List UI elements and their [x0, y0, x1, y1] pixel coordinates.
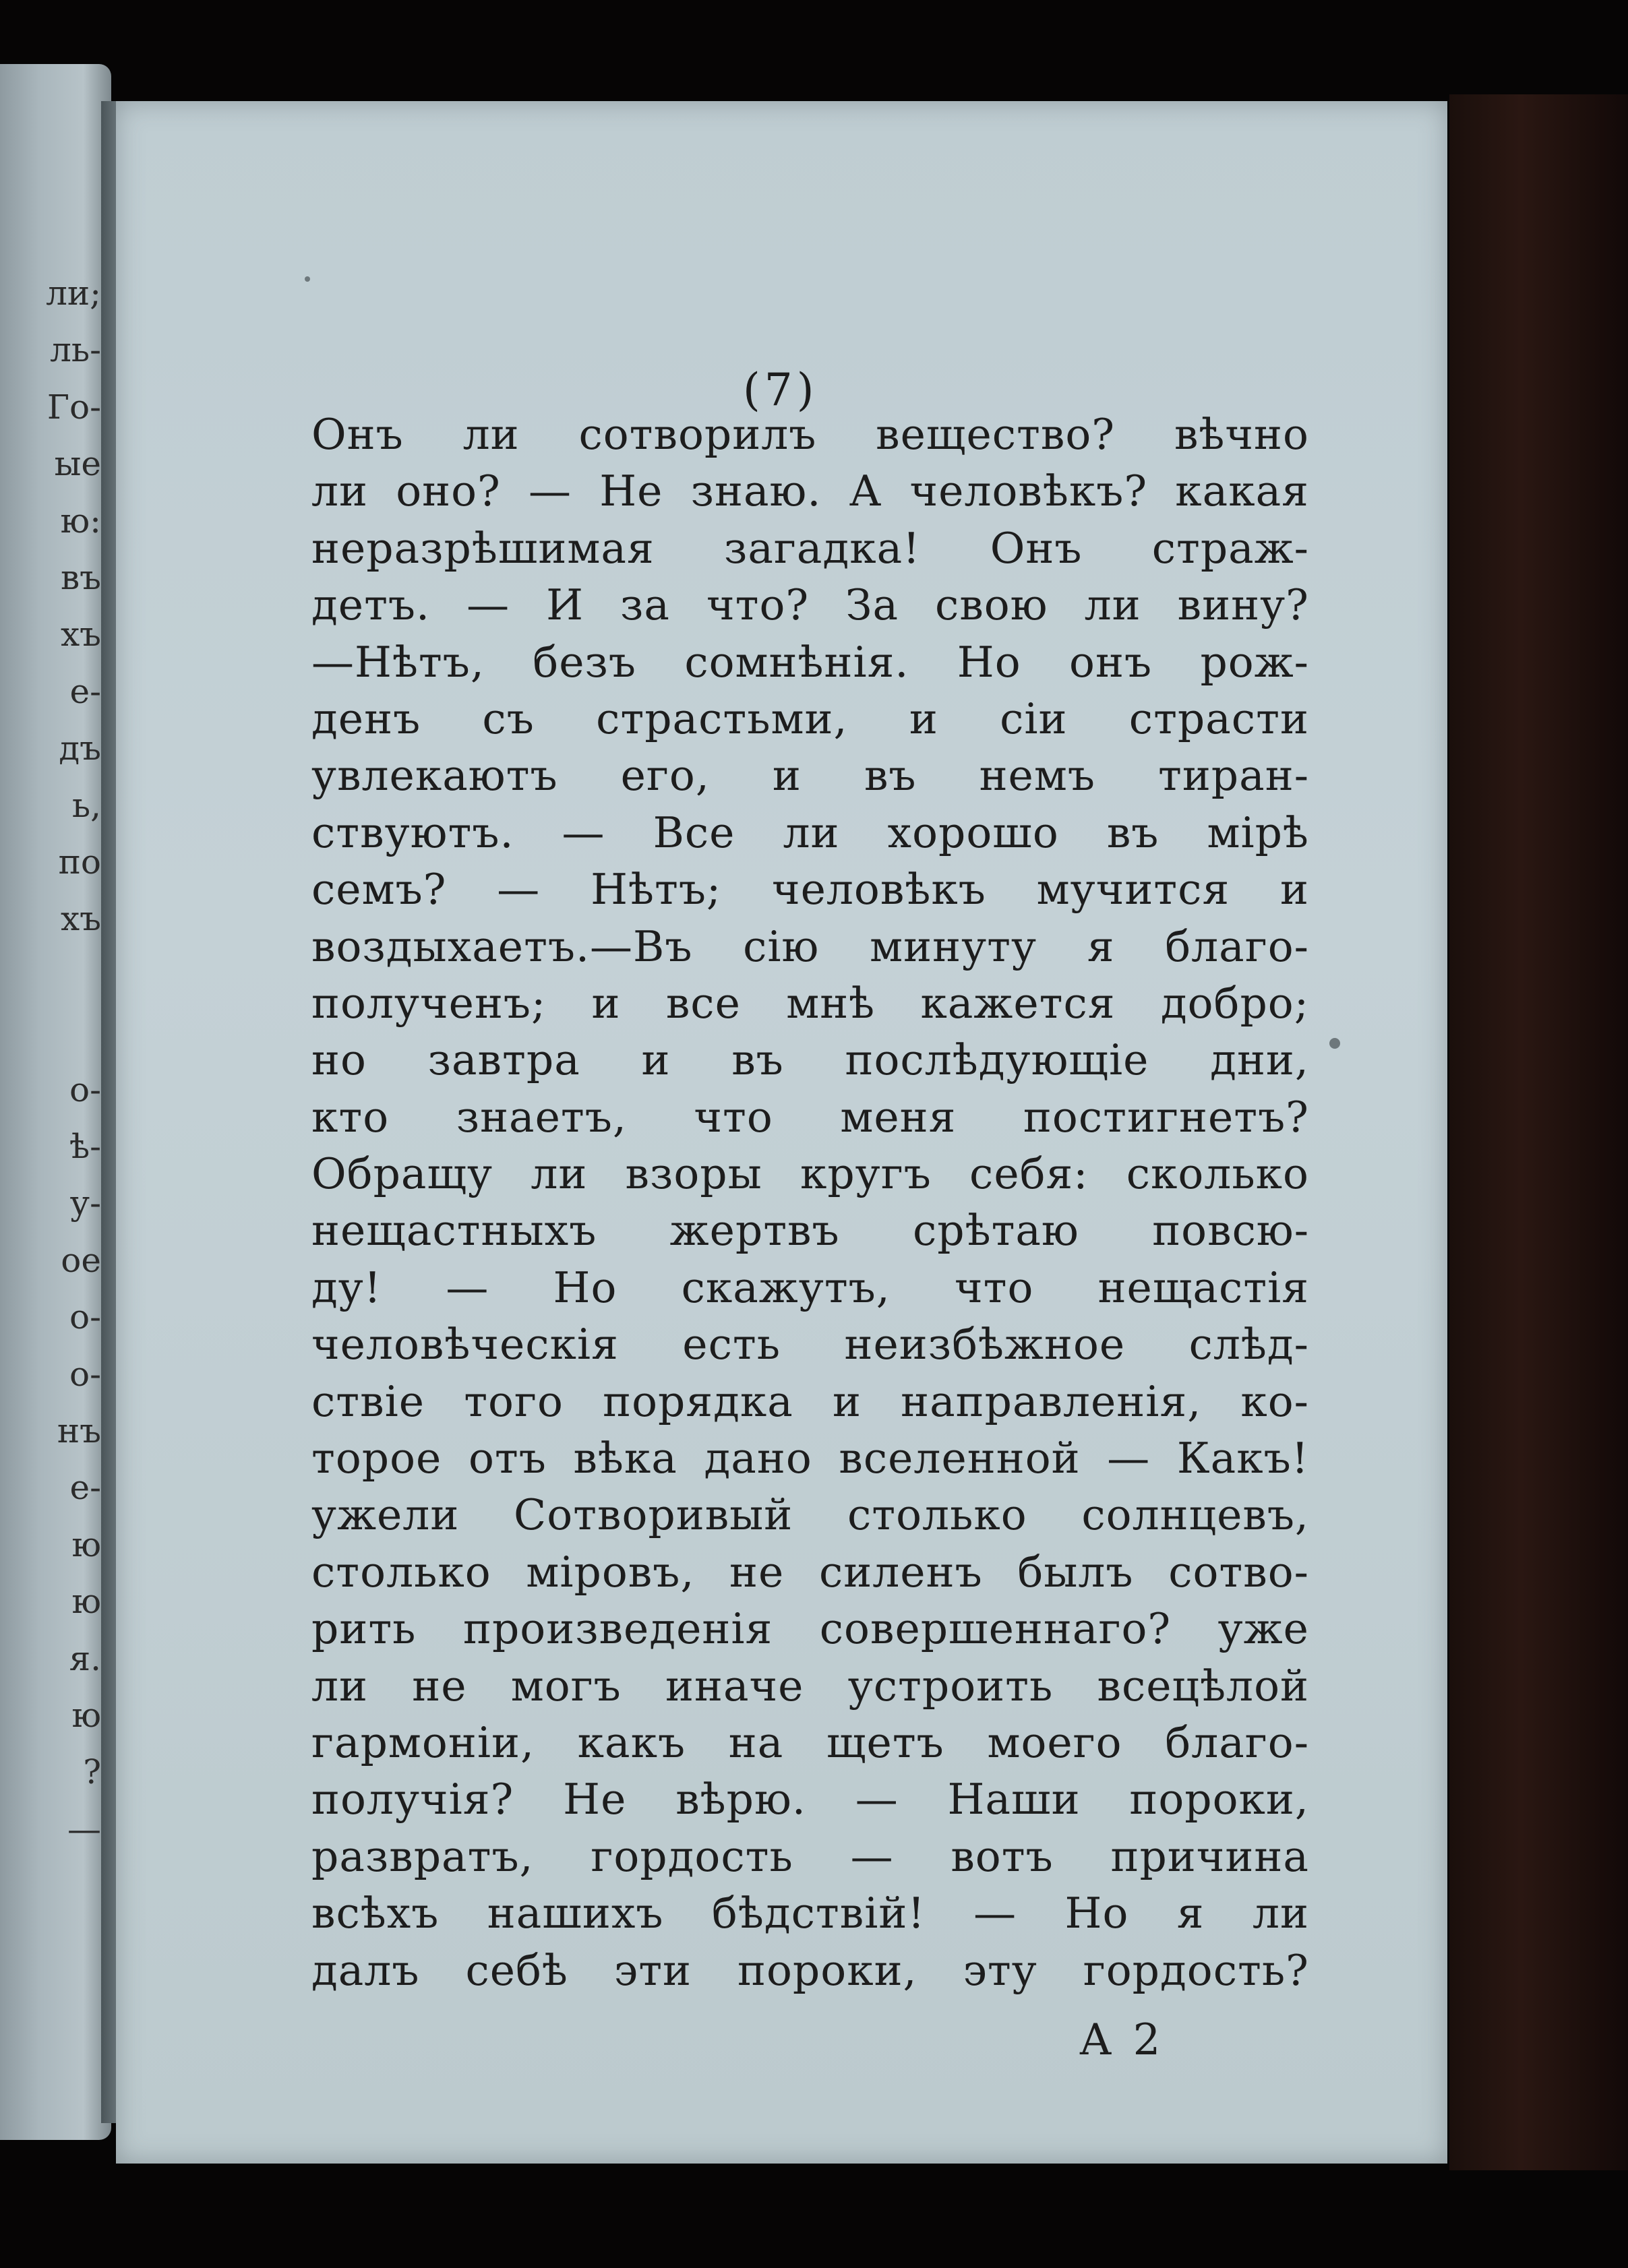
word: силенъ	[819, 1547, 983, 1597]
text-line	[311, 1718, 1309, 1775]
word: —	[973, 1889, 1017, 1938]
word: денъ	[311, 694, 421, 743]
word: себѣ	[465, 1945, 568, 1995]
text-line	[311, 694, 1309, 751]
word: все	[665, 978, 741, 1028]
word: кто	[311, 1092, 390, 1142]
word: нещастныхъ	[311, 1206, 597, 1256]
word: благо-	[1165, 921, 1309, 971]
signature-mark: A 2	[1080, 2015, 1165, 2065]
word: ду!	[311, 1262, 382, 1312]
word: знаю.	[690, 466, 822, 516]
word: и	[909, 694, 938, 743]
word: ко-	[1240, 1376, 1309, 1426]
word: сомнѣнія.	[684, 637, 909, 687]
facing-page-fragment: у-	[69, 1184, 101, 1223]
word: устроить	[847, 1661, 1054, 1711]
word: міровъ,	[526, 1547, 695, 1597]
word: —Нѣтъ,	[311, 637, 485, 687]
word: направленія,	[901, 1376, 1202, 1426]
word: причина	[1110, 1831, 1309, 1881]
word: —	[529, 466, 572, 516]
word: вѣрю.	[675, 1775, 806, 1825]
word: не	[412, 1661, 467, 1711]
word: бѣдствій!	[711, 1889, 926, 1938]
text-line	[311, 1775, 1309, 1831]
word: какая	[1175, 466, 1309, 516]
word: вѣчно	[1174, 410, 1309, 459]
text-line	[311, 1604, 1309, 1661]
word: страсти	[1128, 694, 1309, 743]
word: добро;	[1160, 978, 1309, 1028]
word: слѣд-	[1188, 1320, 1309, 1370]
word: столько	[847, 1490, 1027, 1540]
facing-page-fragment: ѣ-	[69, 1127, 101, 1166]
word: съ	[482, 694, 535, 743]
word: Онъ	[990, 523, 1083, 573]
word: моего	[987, 1717, 1122, 1767]
text-line	[311, 410, 1309, 466]
paper-speck	[1329, 1038, 1340, 1049]
word: кругъ	[800, 1149, 932, 1199]
facing-page-fragment: ое	[61, 1240, 101, 1280]
text-line	[311, 1547, 1309, 1604]
word: —	[446, 1262, 489, 1312]
word: ли	[311, 1661, 369, 1711]
word: эту	[963, 1945, 1037, 1995]
word: и	[832, 1376, 862, 1426]
text-line	[311, 1490, 1309, 1547]
word: что	[694, 1092, 773, 1142]
text-line	[311, 1206, 1309, 1262]
word: минуту	[870, 921, 1037, 971]
word: послѣдующіе	[845, 1035, 1149, 1085]
text-line	[311, 1093, 1309, 1149]
word: тиран-	[1157, 751, 1309, 801]
word: кажется	[920, 978, 1116, 1028]
word: себя:	[969, 1149, 1089, 1199]
word: какъ	[577, 1717, 686, 1767]
word: ли	[462, 410, 520, 459]
word: Нѣтъ;	[591, 865, 722, 915]
word: свою	[935, 580, 1048, 630]
text-line	[311, 1946, 1309, 2002]
word: столько	[311, 1547, 491, 1597]
word: Но	[553, 1262, 617, 1312]
word: дни,	[1210, 1035, 1309, 1085]
word: есть	[682, 1320, 781, 1370]
text-line	[311, 1377, 1309, 1434]
word: увлекаютъ	[311, 751, 558, 801]
word: торое	[311, 1434, 442, 1483]
word: мірѣ	[1207, 807, 1309, 857]
text-line	[311, 1149, 1309, 1206]
facing-page-fragment: ь,	[71, 785, 101, 825]
word: хорошо	[887, 807, 1059, 857]
facing-page-fragment: дъ	[59, 729, 101, 768]
facing-page-fragment: хъ	[60, 615, 101, 654]
word: порядка	[603, 1376, 793, 1426]
word: солнцевъ,	[1081, 1490, 1309, 1540]
facing-page-fragment: ю	[71, 1525, 101, 1564]
word: —	[1107, 1434, 1151, 1483]
word: детъ.	[311, 580, 431, 630]
word: рож-	[1200, 637, 1309, 687]
word: страстьми,	[596, 694, 848, 743]
word: въ	[1106, 807, 1159, 857]
word: Все	[653, 807, 735, 857]
word: Онъ	[311, 410, 404, 459]
word: Сотворивый	[514, 1490, 793, 1540]
word: Какъ!	[1176, 1434, 1309, 1483]
text-line	[311, 922, 1309, 979]
word: благо-	[1165, 1717, 1309, 1767]
text-line	[311, 979, 1309, 1035]
word: мнѣ	[786, 978, 876, 1028]
word: —	[855, 1775, 899, 1825]
word: Но	[1064, 1889, 1129, 1938]
word: ли	[1252, 1889, 1309, 1938]
word: былъ	[1017, 1547, 1134, 1597]
word: что?	[706, 580, 810, 630]
word: вещество?	[876, 410, 1116, 459]
word: немъ	[979, 751, 1095, 801]
facing-page-fragment: ль-	[50, 330, 101, 370]
word: А	[849, 466, 882, 516]
word: скажутъ,	[681, 1262, 891, 1312]
word: щетъ	[826, 1717, 944, 1767]
word: неизбѣжное	[844, 1320, 1126, 1370]
word: того	[464, 1376, 564, 1426]
facing-page-fragment: ые	[54, 444, 101, 484]
facing-page-fragment: ли;	[46, 274, 101, 313]
page-text	[311, 410, 1309, 2002]
text-line	[311, 1889, 1309, 1945]
word: срѣтаю	[912, 1206, 1079, 1256]
word: сотворилъ	[578, 410, 817, 459]
text-line	[311, 1661, 1309, 1718]
word: Но	[957, 637, 1021, 687]
text-line	[311, 466, 1309, 523]
text-line	[311, 1832, 1309, 1889]
word: человѣческія	[311, 1320, 619, 1370]
text-line	[311, 865, 1309, 921]
word: что	[954, 1262, 1034, 1312]
word: вину?	[1177, 580, 1309, 630]
word: взоры	[625, 1149, 762, 1199]
word: воздыхаетъ.—Въ	[311, 921, 693, 971]
word: загадка!	[723, 523, 921, 573]
word: уже	[1217, 1604, 1309, 1654]
word: и	[591, 978, 621, 1028]
facing-page-fragment: Го-	[47, 387, 101, 427]
facing-page-fragment: е-	[69, 1468, 101, 1508]
word: гармоніи,	[311, 1717, 535, 1767]
word: произведенія	[462, 1604, 773, 1654]
word: мучится	[1036, 865, 1230, 915]
word: гордость?	[1083, 1945, 1309, 1995]
word: вотъ	[951, 1831, 1054, 1881]
word: нещастія	[1097, 1262, 1309, 1312]
word: ствуютъ.	[311, 807, 514, 857]
text-line	[311, 580, 1309, 637]
word: ли	[783, 807, 840, 857]
word: вѣка	[573, 1434, 677, 1483]
word: рить	[311, 1604, 417, 1654]
facing-page-fragment: по	[58, 842, 101, 882]
word: Обращу	[311, 1149, 493, 1199]
word: совершеннаго?	[819, 1604, 1172, 1654]
word: —	[497, 865, 541, 915]
word: ли	[1084, 580, 1141, 630]
word: развратъ,	[311, 1831, 534, 1881]
word: ствіе	[311, 1376, 425, 1426]
word: не	[729, 1547, 785, 1597]
word: и	[1280, 865, 1309, 915]
facing-page-fragment: нъ	[57, 1411, 101, 1450]
paper-speck	[305, 276, 310, 282]
word: на	[728, 1717, 784, 1767]
word: всецѣлой	[1097, 1661, 1309, 1711]
word: Не	[563, 1775, 627, 1825]
word: —	[466, 580, 510, 630]
word: и	[641, 1035, 671, 1085]
word: и	[772, 751, 802, 801]
facing-page-fragment: ю:	[60, 501, 101, 541]
word: человѣкъ	[771, 865, 986, 915]
word: но	[311, 1035, 367, 1085]
word: могъ	[510, 1661, 622, 1711]
word: ли	[311, 466, 369, 516]
word: сотво-	[1168, 1547, 1309, 1597]
word: сіи	[1000, 694, 1068, 743]
word: ли	[531, 1149, 588, 1199]
text-line	[311, 808, 1309, 865]
facing-page-fragment: хъ	[60, 899, 101, 939]
word: за	[620, 580, 670, 630]
page-number: (7)	[743, 364, 818, 416]
facing-page-fragment: ю	[71, 1582, 101, 1622]
word: ужели	[311, 1490, 460, 1540]
word: неразрѣшимая	[311, 523, 655, 573]
word: знаетъ,	[456, 1092, 627, 1142]
word: полученъ;	[311, 978, 547, 1028]
word: —	[850, 1831, 894, 1881]
word: эти	[613, 1945, 692, 1995]
word: въ	[864, 751, 917, 801]
text-line	[311, 524, 1309, 580]
word: Не	[599, 466, 663, 516]
word: въ	[731, 1035, 784, 1085]
text-line	[311, 638, 1309, 694]
word: пороки,	[1129, 1775, 1309, 1825]
word: дано	[704, 1434, 812, 1483]
word: завтра	[427, 1035, 580, 1085]
facing-page-left	[0, 64, 111, 2140]
word: я	[1087, 921, 1115, 971]
word: семъ?	[311, 865, 447, 915]
word: я	[1176, 1889, 1205, 1938]
word: человѣкъ?	[909, 466, 1148, 516]
word: сію	[743, 921, 820, 971]
book-cover-edge	[1449, 94, 1628, 2170]
text-line	[311, 751, 1309, 807]
word: меня	[840, 1092, 957, 1142]
word: И	[546, 580, 584, 630]
word: —	[562, 807, 605, 857]
word: повсю-	[1152, 1206, 1309, 1256]
word: нашихъ	[487, 1889, 664, 1938]
word: гордость	[591, 1831, 793, 1881]
word: далъ	[311, 1945, 420, 1995]
facing-page-fragment: ю	[71, 1696, 101, 1735]
word: онъ	[1069, 637, 1153, 687]
word: его,	[620, 751, 710, 801]
word: Наши	[947, 1775, 1081, 1825]
facing-page-fragment: я.	[69, 1638, 101, 1678]
facing-page-fragment: о-	[69, 1070, 101, 1109]
book-page	[116, 101, 1447, 2164]
facing-page-fragment: въ	[61, 558, 101, 597]
word: вселенной	[839, 1434, 1081, 1483]
facing-page-fragment: —	[67, 1809, 101, 1849]
text-line	[311, 1035, 1309, 1092]
word: всѣхъ	[311, 1889, 440, 1938]
word: безъ	[533, 637, 636, 687]
facing-page-fragment: ?	[83, 1752, 101, 1792]
word: сколько	[1126, 1149, 1309, 1199]
text-line	[311, 1434, 1309, 1490]
word: За	[845, 580, 899, 630]
word: страж-	[1151, 523, 1309, 573]
facing-page-fragment: е-	[69, 671, 101, 711]
word: отъ	[468, 1434, 547, 1483]
word: постигнетъ?	[1023, 1092, 1309, 1142]
text-line	[311, 1320, 1309, 1376]
word: иначе	[665, 1661, 804, 1711]
facing-page-fragment: о-	[69, 1297, 101, 1337]
word: жертвъ	[669, 1206, 840, 1256]
facing-page-fragment: о-	[69, 1354, 101, 1394]
word: получія?	[311, 1775, 514, 1825]
word: пороки,	[737, 1945, 917, 1995]
word: оно?	[396, 466, 501, 516]
text-line	[311, 1263, 1309, 1320]
